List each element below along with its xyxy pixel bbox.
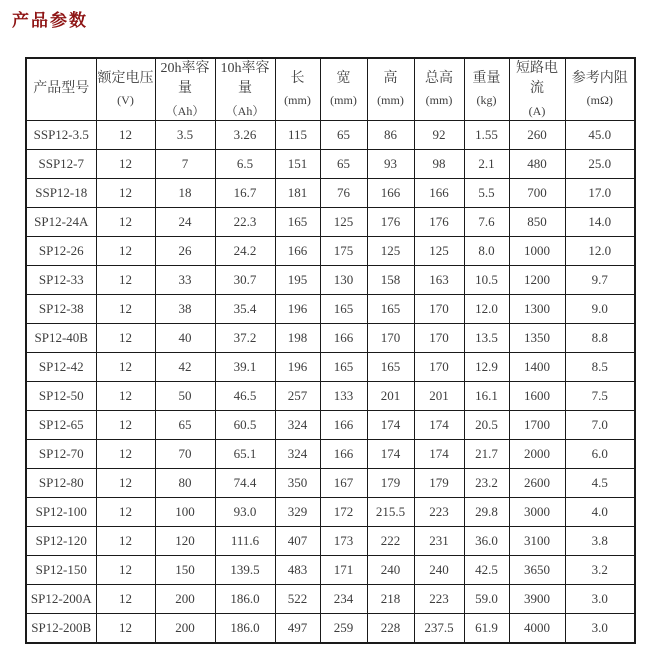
table-cell: 12: [96, 526, 155, 555]
table-row: [26, 265, 635, 294]
column-header-unit: (A): [528, 103, 546, 118]
table-cell: 35.4: [215, 294, 275, 323]
column-header-label: 总高: [425, 71, 453, 87]
table-cell: 700: [509, 178, 565, 207]
table-cell: 12: [96, 613, 155, 643]
column-header-4: [275, 58, 320, 120]
table-cell: 228: [367, 613, 414, 643]
table-cell: 174: [367, 410, 414, 439]
table-cell: 12: [96, 207, 155, 236]
table-cell: 50: [155, 381, 215, 410]
column-header-unit: (mΩ): [586, 93, 613, 108]
table-cell: 237.5: [414, 613, 464, 643]
table-cell: 2.1: [464, 149, 509, 178]
table-cell: 170: [367, 323, 414, 352]
table-cell: 171: [320, 555, 367, 584]
table-row: [26, 410, 635, 439]
table-cell: 181: [275, 178, 320, 207]
table-cell: 125: [320, 207, 367, 236]
table-cell: 37.2: [215, 323, 275, 352]
table-cell: 222: [367, 526, 414, 555]
column-header-label: 长: [290, 71, 305, 87]
table-cell: 231: [414, 526, 464, 555]
table-cell: 407: [275, 526, 320, 555]
table-cell: 260: [509, 120, 565, 149]
table-row: [26, 526, 635, 555]
table-cell: 8.8: [565, 323, 635, 352]
column-header-label: 高: [383, 71, 398, 87]
model-cell: SP12-40B: [26, 323, 96, 352]
table-cell: 65: [320, 149, 367, 178]
model-cell: SP12-100: [26, 497, 96, 526]
column-header-unit: （Ah）: [225, 103, 265, 118]
table-cell: 115: [275, 120, 320, 149]
table-cell: 61.9: [464, 613, 509, 643]
table-cell: 39.1: [215, 352, 275, 381]
table-row: [26, 613, 635, 643]
table-cell: 46.5: [215, 381, 275, 410]
column-header-7: [414, 58, 464, 120]
table-cell: 12: [96, 410, 155, 439]
column-header-5: [320, 58, 367, 120]
column-header-10: [565, 58, 635, 120]
table-cell: 165: [367, 352, 414, 381]
table-cell: 240: [414, 555, 464, 584]
table-cell: 12: [96, 294, 155, 323]
table-cell: 93.0: [215, 497, 275, 526]
table-cell: 1.55: [464, 120, 509, 149]
table-cell: 80: [155, 468, 215, 497]
model-cell: SP12-80: [26, 468, 96, 497]
column-header-unit: (mm): [284, 93, 311, 108]
column-header-label: 产品型号: [33, 81, 90, 97]
table-cell: 165: [320, 352, 367, 381]
table-cell: 218: [367, 584, 414, 613]
table-cell: 130: [320, 265, 367, 294]
table-cell: 98: [414, 149, 464, 178]
table-cell: 7.5: [565, 381, 635, 410]
table-cell: 92: [414, 120, 464, 149]
table-cell: 2600: [509, 468, 565, 497]
column-header-9: [509, 58, 565, 120]
table-cell: 1600: [509, 381, 565, 410]
table-row: [26, 584, 635, 613]
table-cell: 125: [367, 236, 414, 265]
table-cell: 12.0: [464, 294, 509, 323]
table-row: [26, 352, 635, 381]
table-cell: 17.0: [565, 178, 635, 207]
table-body: [26, 120, 635, 643]
model-cell: SSP12-18: [26, 178, 96, 207]
table-cell: 2000: [509, 439, 565, 468]
table-cell: 93: [367, 149, 414, 178]
table-cell: 5.5: [464, 178, 509, 207]
table-cell: 3650: [509, 555, 565, 584]
table-cell: 20.5: [464, 410, 509, 439]
table-cell: 12: [96, 584, 155, 613]
table-row: [26, 178, 635, 207]
table-cell: 139.5: [215, 555, 275, 584]
product-spec-table: [25, 57, 636, 644]
table-cell: 196: [275, 294, 320, 323]
table-cell: 12: [96, 178, 155, 207]
column-header-6: [367, 58, 414, 120]
table-cell: 480: [509, 149, 565, 178]
table-cell: 12: [96, 497, 155, 526]
table-cell: 3.8: [565, 526, 635, 555]
table-cell: 257: [275, 381, 320, 410]
table-cell: 7.6: [464, 207, 509, 236]
table-cell: 12: [96, 265, 155, 294]
column-header-label: 10h率容量: [220, 61, 270, 97]
table-cell: 86: [367, 120, 414, 149]
table-cell: 22.3: [215, 207, 275, 236]
table-cell: 173: [320, 526, 367, 555]
table-cell: 8.5: [565, 352, 635, 381]
table-row: [26, 323, 635, 352]
column-header-unit: （Ah）: [165, 103, 205, 118]
column-header-1: [96, 58, 155, 120]
table-cell: 3.0: [565, 584, 635, 613]
table-cell: 170: [414, 352, 464, 381]
table-cell: 167: [320, 468, 367, 497]
table-row: [26, 294, 635, 323]
table-cell: 26: [155, 236, 215, 265]
table-cell: 6.5: [215, 149, 275, 178]
table-cell: 70: [155, 439, 215, 468]
table-cell: 175: [320, 236, 367, 265]
table-cell: 65: [320, 120, 367, 149]
table-cell: 60.5: [215, 410, 275, 439]
table-cell: 165: [320, 294, 367, 323]
table-row: [26, 236, 635, 265]
table-cell: 12: [96, 120, 155, 149]
table-row: [26, 120, 635, 149]
column-header-8: [464, 58, 509, 120]
column-header-label: 参考内阻: [571, 71, 628, 87]
table-cell: 4.0: [565, 497, 635, 526]
table-cell: 165: [275, 207, 320, 236]
table-cell: 30.7: [215, 265, 275, 294]
table-cell: 150: [155, 555, 215, 584]
table-cell: 186.0: [215, 613, 275, 643]
table-cell: 24: [155, 207, 215, 236]
table-cell: 12: [96, 323, 155, 352]
table-cell: 59.0: [464, 584, 509, 613]
table-cell: 166: [320, 439, 367, 468]
column-header-label: 宽: [336, 71, 351, 87]
table-cell: 174: [367, 439, 414, 468]
column-header-unit: (mm): [330, 93, 357, 108]
table-cell: 195: [275, 265, 320, 294]
table-cell: 174: [414, 410, 464, 439]
table-cell: 3900: [509, 584, 565, 613]
table-cell: 1000: [509, 236, 565, 265]
model-cell: SSP12-3.5: [26, 120, 96, 149]
table-cell: 165: [367, 294, 414, 323]
model-cell: SP12-70: [26, 439, 96, 468]
table-cell: 3.26: [215, 120, 275, 149]
table-cell: 65.1: [215, 439, 275, 468]
table-cell: 120: [155, 526, 215, 555]
table-cell: 12: [96, 439, 155, 468]
table-cell: 179: [414, 468, 464, 497]
table-cell: 9.0: [565, 294, 635, 323]
model-cell: SP12-38: [26, 294, 96, 323]
table-cell: 21.7: [464, 439, 509, 468]
table-row: [26, 207, 635, 236]
model-cell: SP12-26: [26, 236, 96, 265]
table-cell: 170: [414, 323, 464, 352]
table-cell: 3.0: [565, 613, 635, 643]
table-cell: 158: [367, 265, 414, 294]
table-cell: 29.8: [464, 497, 509, 526]
table-cell: 76: [320, 178, 367, 207]
column-header-2: [155, 58, 215, 120]
table-row: [26, 497, 635, 526]
table-cell: 24.2: [215, 236, 275, 265]
table-cell: 74.4: [215, 468, 275, 497]
table-cell: 166: [320, 323, 367, 352]
table-cell: 200: [155, 613, 215, 643]
table-cell: 176: [367, 207, 414, 236]
table-cell: 133: [320, 381, 367, 410]
table-cell: 38: [155, 294, 215, 323]
model-cell: SP12-120: [26, 526, 96, 555]
table-row: [26, 439, 635, 468]
table-cell: 186.0: [215, 584, 275, 613]
table-cell: 18: [155, 178, 215, 207]
table-row: [26, 149, 635, 178]
table-cell: 223: [414, 584, 464, 613]
table-cell: 12: [96, 555, 155, 584]
table-cell: 3.5: [155, 120, 215, 149]
table-cell: 7: [155, 149, 215, 178]
model-cell: SP12-24A: [26, 207, 96, 236]
table-cell: 3000: [509, 497, 565, 526]
table-cell: 1350: [509, 323, 565, 352]
table-cell: 25.0: [565, 149, 635, 178]
table-cell: 6.0: [565, 439, 635, 468]
table-cell: 9.7: [565, 265, 635, 294]
table-cell: 3.2: [565, 555, 635, 584]
table-cell: 1200: [509, 265, 565, 294]
table-cell: 234: [320, 584, 367, 613]
table-cell: 8.0: [464, 236, 509, 265]
table-cell: 329: [275, 497, 320, 526]
model-cell: SP12-200B: [26, 613, 96, 643]
table-cell: 100: [155, 497, 215, 526]
table-cell: 14.0: [565, 207, 635, 236]
column-header-unit: (mm): [377, 93, 404, 108]
column-header-0: [26, 58, 96, 120]
column-header-label: 重量: [472, 71, 501, 87]
table-cell: 198: [275, 323, 320, 352]
table-cell: 12.9: [464, 352, 509, 381]
table-cell: 12: [96, 468, 155, 497]
page-title: 产品参数: [12, 11, 88, 30]
model-cell: SP12-150: [26, 555, 96, 584]
column-header-label: 额定电压: [97, 71, 154, 87]
table-cell: 166: [320, 410, 367, 439]
table-row: [26, 468, 635, 497]
table-cell: 40: [155, 323, 215, 352]
table-cell: 201: [414, 381, 464, 410]
table-cell: 7.0: [565, 410, 635, 439]
model-cell: SP12-200A: [26, 584, 96, 613]
table-cell: 3100: [509, 526, 565, 555]
table-cell: 850: [509, 207, 565, 236]
table-cell: 201: [367, 381, 414, 410]
column-header-label: 短路电流: [516, 61, 558, 97]
table-cell: 12: [96, 352, 155, 381]
column-header-label: 20h率容量: [160, 61, 210, 97]
table-cell: 350: [275, 468, 320, 497]
table-cell: 12.0: [565, 236, 635, 265]
table-cell: 111.6: [215, 526, 275, 555]
table-cell: 1700: [509, 410, 565, 439]
table-cell: 522: [275, 584, 320, 613]
table-cell: 170: [414, 294, 464, 323]
table-cell: 4.5: [565, 468, 635, 497]
table-cell: 179: [367, 468, 414, 497]
table-cell: 12: [96, 149, 155, 178]
table-cell: 23.2: [464, 468, 509, 497]
table-cell: 33: [155, 265, 215, 294]
column-header-unit: (V): [117, 93, 134, 108]
model-cell: SP12-50: [26, 381, 96, 410]
model-cell: SP12-65: [26, 410, 96, 439]
column-header-unit: (mm): [425, 93, 453, 108]
table-cell: 45.0: [565, 120, 635, 149]
table-cell: 324: [275, 410, 320, 439]
table-cell: 200: [155, 584, 215, 613]
column-header-unit: (kg): [476, 93, 497, 108]
table-cell: 12: [96, 381, 155, 410]
table-cell: 223: [414, 497, 464, 526]
table-cell: 483: [275, 555, 320, 584]
table-cell: 4000: [509, 613, 565, 643]
table-cell: 10.5: [464, 265, 509, 294]
column-header-3: [215, 58, 275, 120]
table-cell: 16.1: [464, 381, 509, 410]
table-cell: 324: [275, 439, 320, 468]
table-cell: 65: [155, 410, 215, 439]
table-cell: 13.5: [464, 323, 509, 352]
table-cell: 151: [275, 149, 320, 178]
table-cell: 259: [320, 613, 367, 643]
table-cell: 1300: [509, 294, 565, 323]
table-cell: 240: [367, 555, 414, 584]
table-cell: 16.7: [215, 178, 275, 207]
table-cell: 163: [414, 265, 464, 294]
table-cell: 12: [96, 236, 155, 265]
table-cell: 1400: [509, 352, 565, 381]
table-cell: 215.5: [367, 497, 414, 526]
table-cell: 42: [155, 352, 215, 381]
header-row: [26, 58, 635, 120]
table-cell: 166: [414, 178, 464, 207]
table-row: [26, 555, 635, 584]
table-cell: 196: [275, 352, 320, 381]
table-cell: 36.0: [464, 526, 509, 555]
table-cell: 174: [414, 439, 464, 468]
model-cell: SP12-42: [26, 352, 96, 381]
table-cell: 166: [367, 178, 414, 207]
table-cell: 176: [414, 207, 464, 236]
table-cell: 125: [414, 236, 464, 265]
table-cell: 42.5: [464, 555, 509, 584]
model-cell: SP12-33: [26, 265, 96, 294]
table-cell: 172: [320, 497, 367, 526]
table-cell: 166: [275, 236, 320, 265]
table-cell: 497: [275, 613, 320, 643]
table-row: [26, 381, 635, 410]
model-cell: SSP12-7: [26, 149, 96, 178]
